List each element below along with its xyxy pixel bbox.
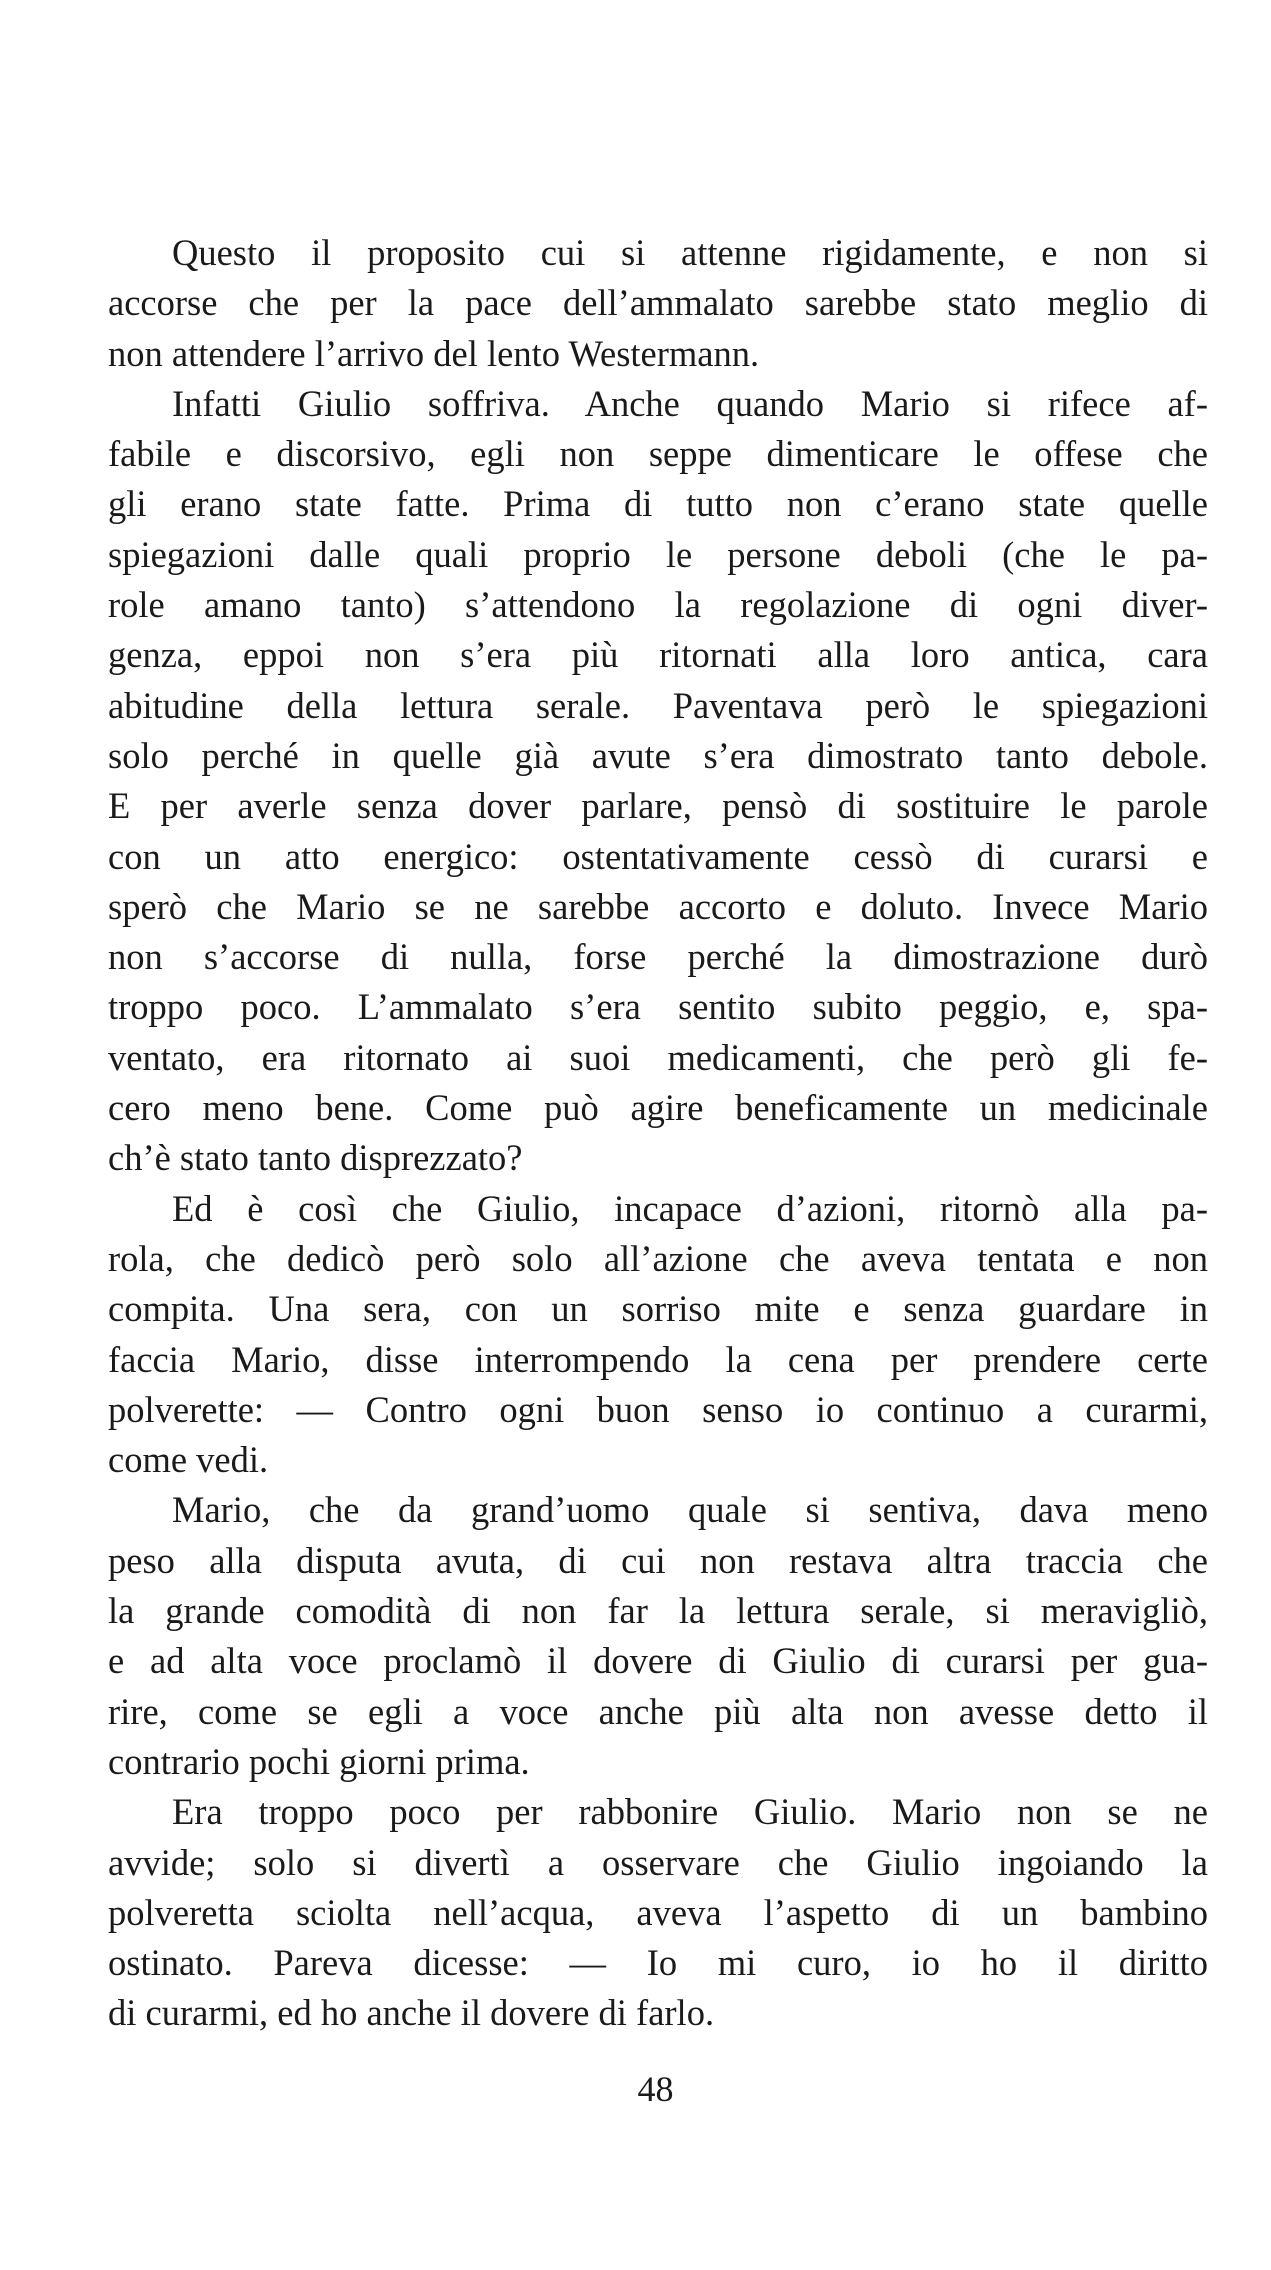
text-line: genza, eppoi non s’era più ritornati alla loro antica, cara xyxy=(108,634,1208,676)
text-line: Questo il proposito cui si attenne rigidamente, e non si xyxy=(172,232,1208,273)
text-line: Infatti Giulio soffriva. Anche quando Mario si rifece af- xyxy=(172,382,1208,424)
text-line: fabile e discorsivo, egli non seppe dimenticare le offese che xyxy=(108,433,1208,475)
text-line: ostinato. Pareva dicesse: — Io mi curo, io ho il diritto xyxy=(108,1942,1208,1984)
text-line: non attendere l’arrivo del lento Westermann. xyxy=(108,332,760,374)
text-line: ventato, era ritornato ai suoi medicamenti, che però gli fe- xyxy=(108,1036,1208,1078)
text-line: cero meno bene. Come può agire beneficamente un medicinale xyxy=(108,1087,1208,1129)
text-line: gli erano state fatte. Prima di tutto non c’erano state quelle xyxy=(108,483,1208,525)
text-line: Mario, che da grand’uomo quale si sentiva, dava meno xyxy=(172,1489,1208,1531)
text-line: compita. Una sera, con un sorriso mite e senza guardare in xyxy=(108,1288,1208,1330)
text-line: e ad alta voce proclamò il dovere di Giulio di curarsi per gua- xyxy=(108,1640,1208,1682)
text-line: peso alla disputa avuta, di cui non restava altra traccia che xyxy=(108,1539,1208,1581)
text-line: rola, che dedicò però solo all’azione che aveva tentata e non xyxy=(108,1237,1208,1279)
text-line: con un atto energico: ostentativamente cessò di curarsi e xyxy=(108,835,1208,877)
body-text xyxy=(108,228,1208,2039)
page-number: 48 xyxy=(637,2069,674,2109)
text-line: avvide; solo si divertì a osservare che Giulio ingoiando la xyxy=(108,1841,1208,1883)
text-line: la grande comodità di non far la lettura serale, si meravigliò, xyxy=(108,1590,1208,1632)
text-line: Era troppo poco per rabbonire Giulio. Mario non se ne xyxy=(172,1791,1208,1833)
text-line: sperò che Mario se ne sarebbe accorto e doluto. Invece Mario xyxy=(108,885,1208,927)
text-line: Ed è così che Giulio, incapace d’azioni, ritornò alla pa- xyxy=(172,1187,1208,1229)
text-line: abitudine della lettura serale. Paventava però le spiegazioni xyxy=(108,684,1208,726)
text-line: rire, come se egli a voce anche più alta non avesse detto il xyxy=(108,1690,1208,1732)
text-line: solo perché in quelle già avute s’era dimostrato tanto debole. xyxy=(108,734,1208,776)
text-line: spiegazioni dalle quali proprio le persone deboli (che le pa- xyxy=(108,533,1208,575)
text-line: troppo poco. L’ammalato s’era sentito subito peggio, e, spa- xyxy=(108,986,1208,1028)
text-line: faccia Mario, disse interrompendo la cena per prendere certe xyxy=(108,1338,1208,1380)
text-line: polverette: — Contro ogni buon senso io continuo a curarmi, xyxy=(108,1388,1208,1430)
text-line: accorse che per la pace dell’ammalato sarebbe stato meglio di xyxy=(108,282,1208,324)
text-line: role amano tanto) s’attendono la regolazione di ogni diver- xyxy=(108,584,1208,626)
text-line: polveretta sciolta nell’acqua, aveva l’aspetto di un bambino xyxy=(108,1891,1208,1933)
text-line: ch’è stato tanto disprezzato? xyxy=(108,1137,523,1179)
text-line: di curarmi, ed ho anche il dovere di farlo. xyxy=(108,1992,715,2034)
text-line: come vedi. xyxy=(108,1439,269,1481)
text-line: contrario pochi giorni prima. xyxy=(108,1740,530,1782)
text-line: non s’accorse di nulla, forse perché la dimostrazione durò xyxy=(108,936,1208,978)
text-line: E per averle senza dover parlare, pensò di sostituire le parole xyxy=(108,785,1208,827)
